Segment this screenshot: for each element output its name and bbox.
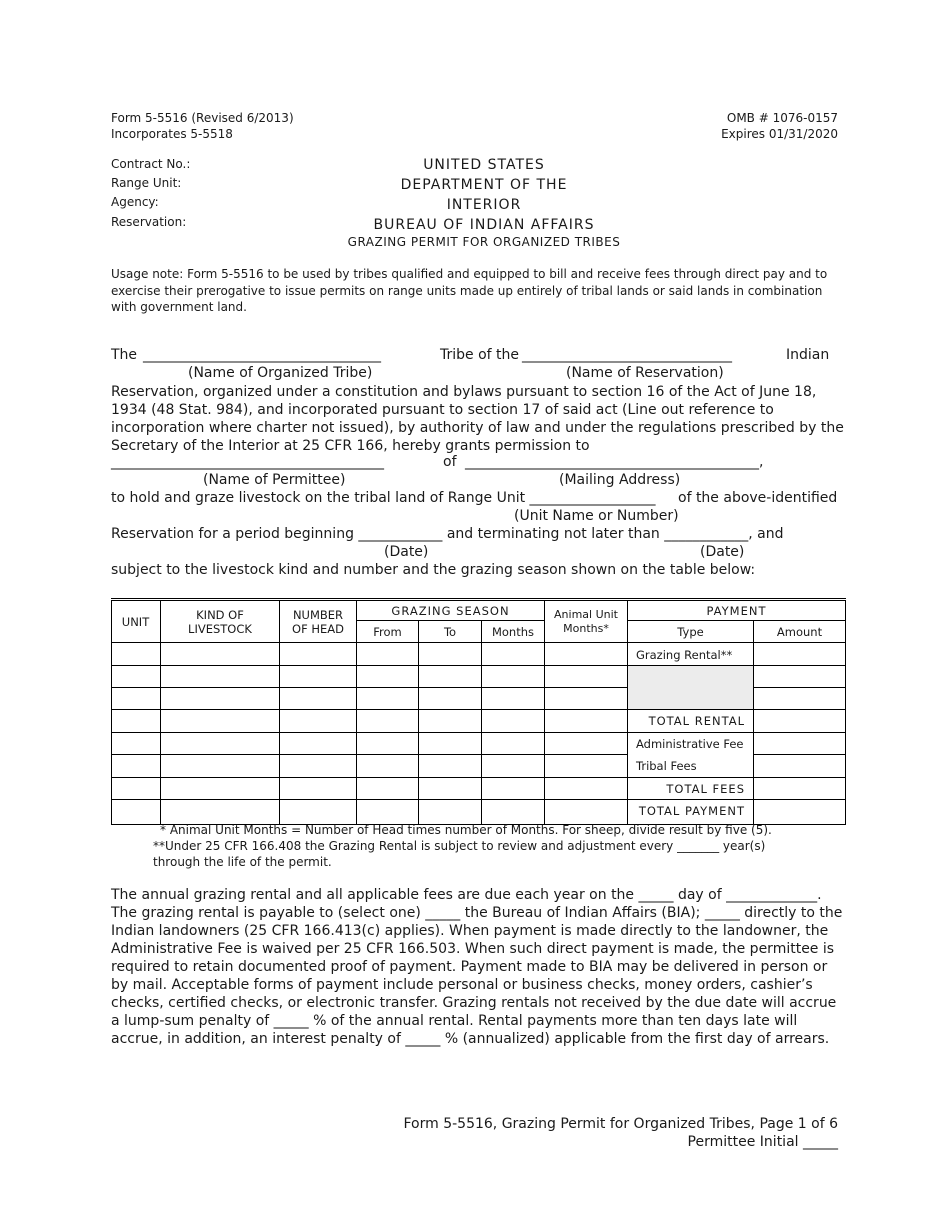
col-aum-header-2: Months*: [563, 622, 609, 635]
total-payment-label: TOTAL PAYMENT: [638, 804, 745, 818]
caption-unit: (Unit Name or Number): [514, 508, 679, 524]
caption-reservation: (Name of Reservation): [566, 365, 724, 381]
contract-no-label: Contract No.:: [111, 157, 191, 171]
col-unit-header: UNIT: [121, 615, 150, 629]
col-payment-header: PAYMENT: [706, 604, 767, 618]
col-kind-header-2: LIVESTOCK: [188, 622, 252, 636]
col-kind-header-1: KIND OF: [196, 608, 244, 622]
livestock-payment-table: [111, 598, 846, 825]
omb-number: OMB # 1076-0157: [726, 111, 838, 125]
grazing-rental-label: Grazing Rental**: [636, 648, 733, 662]
payment-terms-paragraph: The annual grazing rental and all applicable fees are due each year on the _____ day of _____________. The grazing rental is payable to (select one) _____ the Bureau of Indian Affairs (BIA); _____ directly to the Indian landowners (25 CFR 166.413(c) applies). When payment is made directly to the landowner, the Administrative Fee is waived per 25 CFR 166.503. When such direct payment is made, the permittee is required to retain documented proof of payment. Payment made to BIA may be delivered in person or by mail. Acceptable forms of payment include personal or business checks, money orders, cashier’s checks, certified checks, or electronic transfer. Grazing rentals not received by the due date will accrue a lump-sum penalty of _____ % of the annual rental. Rental payments more than ten days late will accrue, in addition, an interest penalty of _____ % (annualized) applicable from the first day of arrears.: [111, 887, 843, 1047]
expiration-date: Expires 01/31/2020: [721, 127, 838, 141]
col-season-header: GRAZING SEASON: [391, 604, 510, 618]
mailing-address-blank[interactable]: __________________________________________,: [465, 454, 764, 470]
col-to-header: To: [443, 625, 457, 639]
col-number-header-2: OF HEAD: [292, 622, 344, 636]
table-intro: subject to the livestock kind and number and the grazing season shown on the table below:: [111, 562, 756, 578]
caption-date-end: (Date): [700, 544, 745, 560]
agency-label: Agency:: [111, 195, 159, 209]
title-bureau: BUREAU OF INDIAN AFFAIRS: [373, 217, 595, 233]
range-unit-label: Range Unit:: [111, 176, 182, 190]
col-amount-header: Amount: [776, 625, 823, 639]
footer-form-page: Form 5-5516, Grazing Permit for Organized Tribes, Page 1 of 6: [403, 1116, 838, 1132]
col-type-header: Type: [677, 625, 704, 639]
body-indian: Indian: [786, 347, 830, 363]
period-line[interactable]: Reservation for a period beginning ____________ and terminating not later than ____________, and: [111, 526, 784, 542]
caption-address: (Mailing Address): [559, 472, 681, 488]
caption-permittee: (Name of Permittee): [203, 472, 346, 488]
total-rental-label: TOTAL RENTAL: [648, 714, 745, 728]
authority-paragraph: Reservation, organized under a constitution and bylaws pursuant to section 16 of the Act of June 18, 1934 (48 Stat. 984), and incorporated pursuant to section 17 of said act (Line out reference to incorporation where charter not issued), by authority of law and under the regulations prescribed by the Secretary of the Interior at 25 CFR 166, hereby grants permission to: [111, 384, 844, 454]
footnote-rental-review: **Under 25 CFR 166.408 the Grazing Rental is subject to review and adjustment every _______ year(s): [153, 839, 766, 853]
col-months-header: Months: [491, 625, 535, 639]
col-aum-header-1: Animal Unit: [554, 608, 618, 621]
footer-permittee-initial[interactable]: Permittee Initial _____: [687, 1134, 838, 1150]
title-department: DEPARTMENT OF THE: [400, 177, 568, 193]
col-number-header-1: NUMBER: [292, 608, 344, 622]
tribe-name-blank[interactable]: __________________________________: [143, 347, 381, 363]
footnote-rental-review-cont: through the life of the permit.: [153, 855, 332, 869]
reservation-name-blank[interactable]: ______________________________: [522, 347, 732, 363]
tribal-fees-label: Tribal Fees: [636, 759, 697, 773]
body-above-identified: of the above-identified: [678, 490, 838, 506]
body-of: of: [443, 454, 457, 470]
reservation-label: Reservation:: [111, 215, 187, 229]
usage-note: Usage note: Form 5-5516 to be used by tribes qualified and equipped to bill and receive fees through direct pay and to exercise their prerogative to issue permits on range units made up entirely of tribal lands or said lands in combination with government land.: [111, 267, 828, 314]
total-fees-label: TOTAL FEES: [666, 782, 745, 796]
caption-tribe: (Name of Organized Tribe): [188, 365, 373, 381]
body-tribe-of-the: Tribe of the: [440, 347, 520, 363]
incorporates-note: Incorporates 5-5518: [111, 127, 233, 141]
permittee-name-blank[interactable]: _______________________________________: [111, 454, 384, 470]
title-interior: INTERIOR: [446, 197, 522, 213]
footnote-aum: * Animal Unit Months = Number of Head times number of Months. For sheep, divide result by five (5).: [160, 823, 772, 837]
form-subtitle: GRAZING PERMIT FOR ORGANIZED TRIBES: [347, 235, 621, 249]
range-unit-line[interactable]: to hold and graze livestock on the tribal land of Range Unit __________________: [111, 490, 656, 506]
title-united-states: UNITED STATES: [423, 157, 545, 173]
admin-fee-label: Administrative Fee: [636, 737, 744, 751]
form-number: Form 5-5516 (Revised 6/2013): [111, 111, 294, 125]
body-the: The: [111, 347, 138, 363]
caption-date-begin: (Date): [384, 544, 429, 560]
col-from-header: From: [373, 625, 402, 639]
